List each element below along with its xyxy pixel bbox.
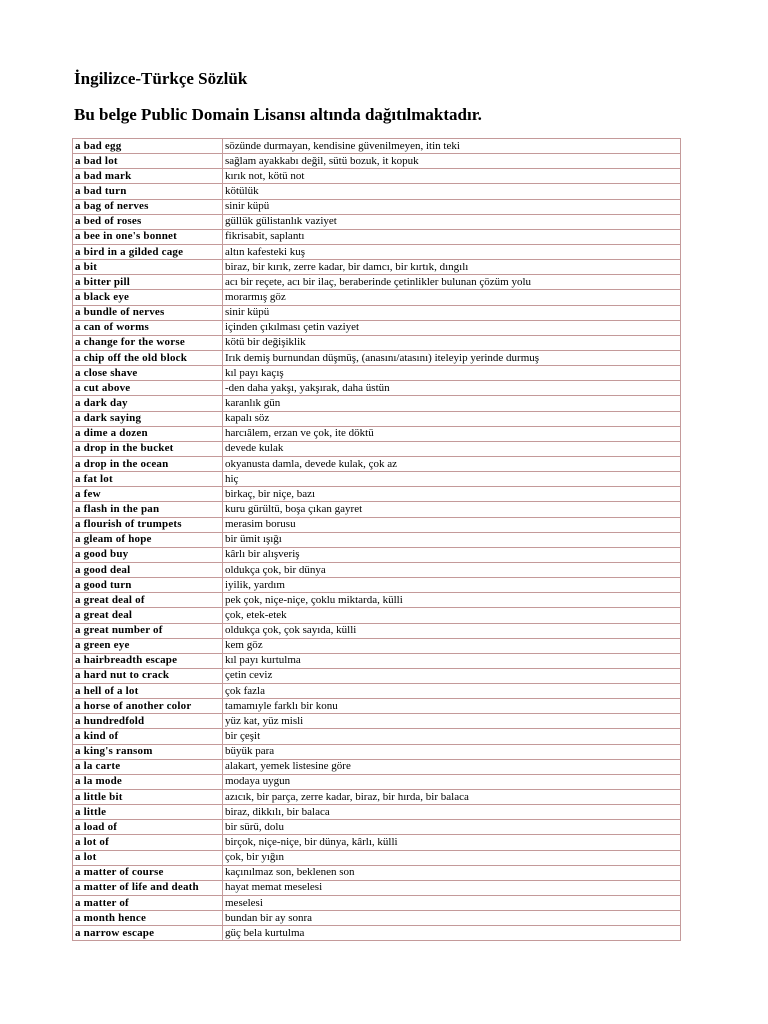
table-row (73, 699, 681, 714)
english-term: a bad turn (73, 184, 223, 199)
table-row (73, 790, 681, 805)
table-row (73, 744, 681, 759)
turkish-translation: kötülük (223, 184, 681, 199)
turkish-translation: Irık demiş burnundan düşmüş, (anasını/atasını) iteleyip yerinde durmuş (223, 350, 681, 365)
table-row (73, 426, 681, 441)
table-row (73, 184, 681, 199)
table-row (73, 214, 681, 229)
english-term: a kind of (73, 729, 223, 744)
turkish-translation: karanlık gün (223, 396, 681, 411)
table-row (73, 275, 681, 290)
table-row (73, 320, 681, 335)
table-row (73, 502, 681, 517)
turkish-translation: tamamıyle farklı bir konu (223, 699, 681, 714)
dictionary-table (72, 138, 681, 941)
english-term: a month hence (73, 911, 223, 926)
table-row (73, 244, 681, 259)
table-row (73, 608, 681, 623)
english-term: a hairbreadth escape (73, 653, 223, 668)
table-row (73, 714, 681, 729)
english-term: a change for the worse (73, 335, 223, 350)
dictionary-table-body (73, 139, 681, 941)
turkish-translation: bir ümit ışığı (223, 532, 681, 547)
english-term: a horse of another color (73, 699, 223, 714)
table-row (73, 653, 681, 668)
table-row (73, 896, 681, 911)
turkish-translation: sinir küpü (223, 305, 681, 320)
english-term: a great deal (73, 608, 223, 623)
turkish-translation: oldukça çok, çok sayıda, külli (223, 623, 681, 638)
turkish-translation: kaçınılmaz son, beklenen son (223, 865, 681, 880)
turkish-translation: çok, bir yığın (223, 850, 681, 865)
table-row (73, 805, 681, 820)
english-term: a gleam of hope (73, 532, 223, 547)
english-term: a dime a dozen (73, 426, 223, 441)
english-term: a flash in the pan (73, 502, 223, 517)
turkish-translation: kötü bir değişiklik (223, 335, 681, 350)
english-term: a bag of nerves (73, 199, 223, 214)
turkish-translation: devede kulak (223, 441, 681, 456)
turkish-translation: morarmış göz (223, 290, 681, 305)
table-row (73, 562, 681, 577)
english-term: a hell of a lot (73, 684, 223, 699)
english-term: a bitter pill (73, 275, 223, 290)
table-row (73, 729, 681, 744)
table-row (73, 169, 681, 184)
english-term: a little (73, 805, 223, 820)
english-term: a bed of roses (73, 214, 223, 229)
table-row (73, 260, 681, 275)
english-term: a bee in one's bonnet (73, 229, 223, 244)
table-row (73, 684, 681, 699)
english-term: a close shave (73, 366, 223, 381)
turkish-translation: güllük gülistanlık vaziyet (223, 214, 681, 229)
table-row (73, 623, 681, 638)
turkish-translation: bir sürü, dolu (223, 820, 681, 835)
turkish-translation: -den daha yakşı, yakşırak, daha üstün (223, 381, 681, 396)
table-row (73, 578, 681, 593)
turkish-translation: kuru gürültü, boşa çıkan gayret (223, 502, 681, 517)
english-term: a can of worms (73, 320, 223, 335)
table-row (73, 547, 681, 562)
english-term: a flourish of trumpets (73, 517, 223, 532)
table-row (73, 517, 681, 532)
table-row (73, 774, 681, 789)
turkish-translation: kıl payı kurtulma (223, 653, 681, 668)
english-term: a good turn (73, 578, 223, 593)
english-term: a fat lot (73, 472, 223, 487)
turkish-translation: sinir küpü (223, 199, 681, 214)
turkish-translation: sözünde durmayan, kendisine güvenilmeyen, itin teki (223, 139, 681, 154)
turkish-translation: altın kafesteki kuş (223, 244, 681, 259)
english-term: a green eye (73, 638, 223, 653)
table-row (73, 366, 681, 381)
turkish-translation: harcıâlem, erzan ve çok, ite döktü (223, 426, 681, 441)
english-term: a good buy (73, 547, 223, 562)
turkish-translation: çetin ceviz (223, 668, 681, 683)
english-term: a bad egg (73, 139, 223, 154)
table-row (73, 865, 681, 880)
table-row (73, 926, 681, 941)
english-term: a dark day (73, 396, 223, 411)
turkish-translation: iyilik, yardım (223, 578, 681, 593)
english-term: a matter of (73, 896, 223, 911)
turkish-translation: hiç (223, 472, 681, 487)
table-row (73, 880, 681, 895)
english-term: a bit (73, 260, 223, 275)
english-term: a chip off the old block (73, 350, 223, 365)
table-row (73, 154, 681, 169)
english-term: a drop in the bucket (73, 441, 223, 456)
english-term: a king's ransom (73, 744, 223, 759)
english-term: a bad lot (73, 154, 223, 169)
turkish-translation: birkaç, bir niçe, bazı (223, 487, 681, 502)
turkish-translation: güç bela kurtulma (223, 926, 681, 941)
english-term: a bad mark (73, 169, 223, 184)
table-row (73, 487, 681, 502)
table-row (73, 305, 681, 320)
turkish-translation: biraz, dikkılı, bir balaca (223, 805, 681, 820)
turkish-translation: bir çeşit (223, 729, 681, 744)
english-term: a hundredfold (73, 714, 223, 729)
turkish-translation: acı bir reçete, acı bir ilaç, beraberinde çetinlikler bulunan çözüm yolu (223, 275, 681, 290)
english-term: a great deal of (73, 593, 223, 608)
turkish-translation: okyanusta damla, devede kulak, çok az (223, 456, 681, 471)
turkish-translation: fikrisabit, saplantı (223, 229, 681, 244)
english-term: a bundle of nerves (73, 305, 223, 320)
turkish-translation: biraz, bir kırık, zerre kadar, bir damcı, bir kırtık, dıngılı (223, 260, 681, 275)
english-term: a la carte (73, 759, 223, 774)
english-term: a matter of course (73, 865, 223, 880)
turkish-translation: hayat memat meselesi (223, 880, 681, 895)
turkish-translation: pek çok, niçe-niçe, çoklu miktarda, külli (223, 593, 681, 608)
table-row (73, 199, 681, 214)
english-term: a drop in the ocean (73, 456, 223, 471)
table-row (73, 759, 681, 774)
turkish-translation: meselesi (223, 896, 681, 911)
turkish-translation: azıcık, bir parça, zerre kadar, biraz, bir hırda, bir balaca (223, 790, 681, 805)
table-row (73, 835, 681, 850)
english-term: a load of (73, 820, 223, 835)
english-term: a hard nut to crack (73, 668, 223, 683)
table-row (73, 638, 681, 653)
turkish-translation: çok fazla (223, 684, 681, 699)
table-row (73, 456, 681, 471)
table-row (73, 593, 681, 608)
turkish-translation: birçok, niçe-niçe, bir dünya, kârlı, külli (223, 835, 681, 850)
turkish-translation: çok, etek-etek (223, 608, 681, 623)
table-row (73, 290, 681, 305)
turkish-translation: yüz kat, yüz misli (223, 714, 681, 729)
english-term: a cut above (73, 381, 223, 396)
english-term: a black eye (73, 290, 223, 305)
turkish-translation: kapalı söz (223, 411, 681, 426)
turkish-translation: içinden çıkılması çetin vaziyet (223, 320, 681, 335)
turkish-translation: sağlam ayakkabı değil, sütü bozuk, it kopuk (223, 154, 681, 169)
english-term: a lot of (73, 835, 223, 850)
english-term: a matter of life and death (73, 880, 223, 895)
turkish-translation: merasim borusu (223, 517, 681, 532)
table-row (73, 911, 681, 926)
table-row (73, 139, 681, 154)
english-term: a little bit (73, 790, 223, 805)
english-term: a la mode (73, 774, 223, 789)
english-term: a narrow escape (73, 926, 223, 941)
turkish-translation: kıl payı kaçış (223, 366, 681, 381)
table-row (73, 229, 681, 244)
english-term: a lot (73, 850, 223, 865)
table-row (73, 668, 681, 683)
turkish-translation: modaya uygun (223, 774, 681, 789)
table-row (73, 396, 681, 411)
table-row (73, 820, 681, 835)
turkish-translation: kem göz (223, 638, 681, 653)
table-row (73, 532, 681, 547)
table-row (73, 411, 681, 426)
english-term: a few (73, 487, 223, 502)
table-row (73, 850, 681, 865)
english-term: a bird in a gilded cage (73, 244, 223, 259)
document-title: İngilizce-Türkçe Sözlük (74, 69, 248, 88)
table-row (73, 381, 681, 396)
table-row (73, 335, 681, 350)
english-term: a dark saying (73, 411, 223, 426)
table-row (73, 441, 681, 456)
turkish-translation: kırık not, kötü not (223, 169, 681, 184)
document-subtitle: Bu belge Public Domain Lisansı altında dağıtılmaktadır. (74, 105, 482, 124)
english-term: a good deal (73, 562, 223, 577)
turkish-translation: alakart, yemek listesine göre (223, 759, 681, 774)
turkish-translation: kârlı bir alışveriş (223, 547, 681, 562)
turkish-translation: büyük para (223, 744, 681, 759)
turkish-translation: oldukça çok, bir dünya (223, 562, 681, 577)
turkish-translation: bundan bir ay sonra (223, 911, 681, 926)
table-row (73, 350, 681, 365)
english-term: a great number of (73, 623, 223, 638)
table-row (73, 472, 681, 487)
